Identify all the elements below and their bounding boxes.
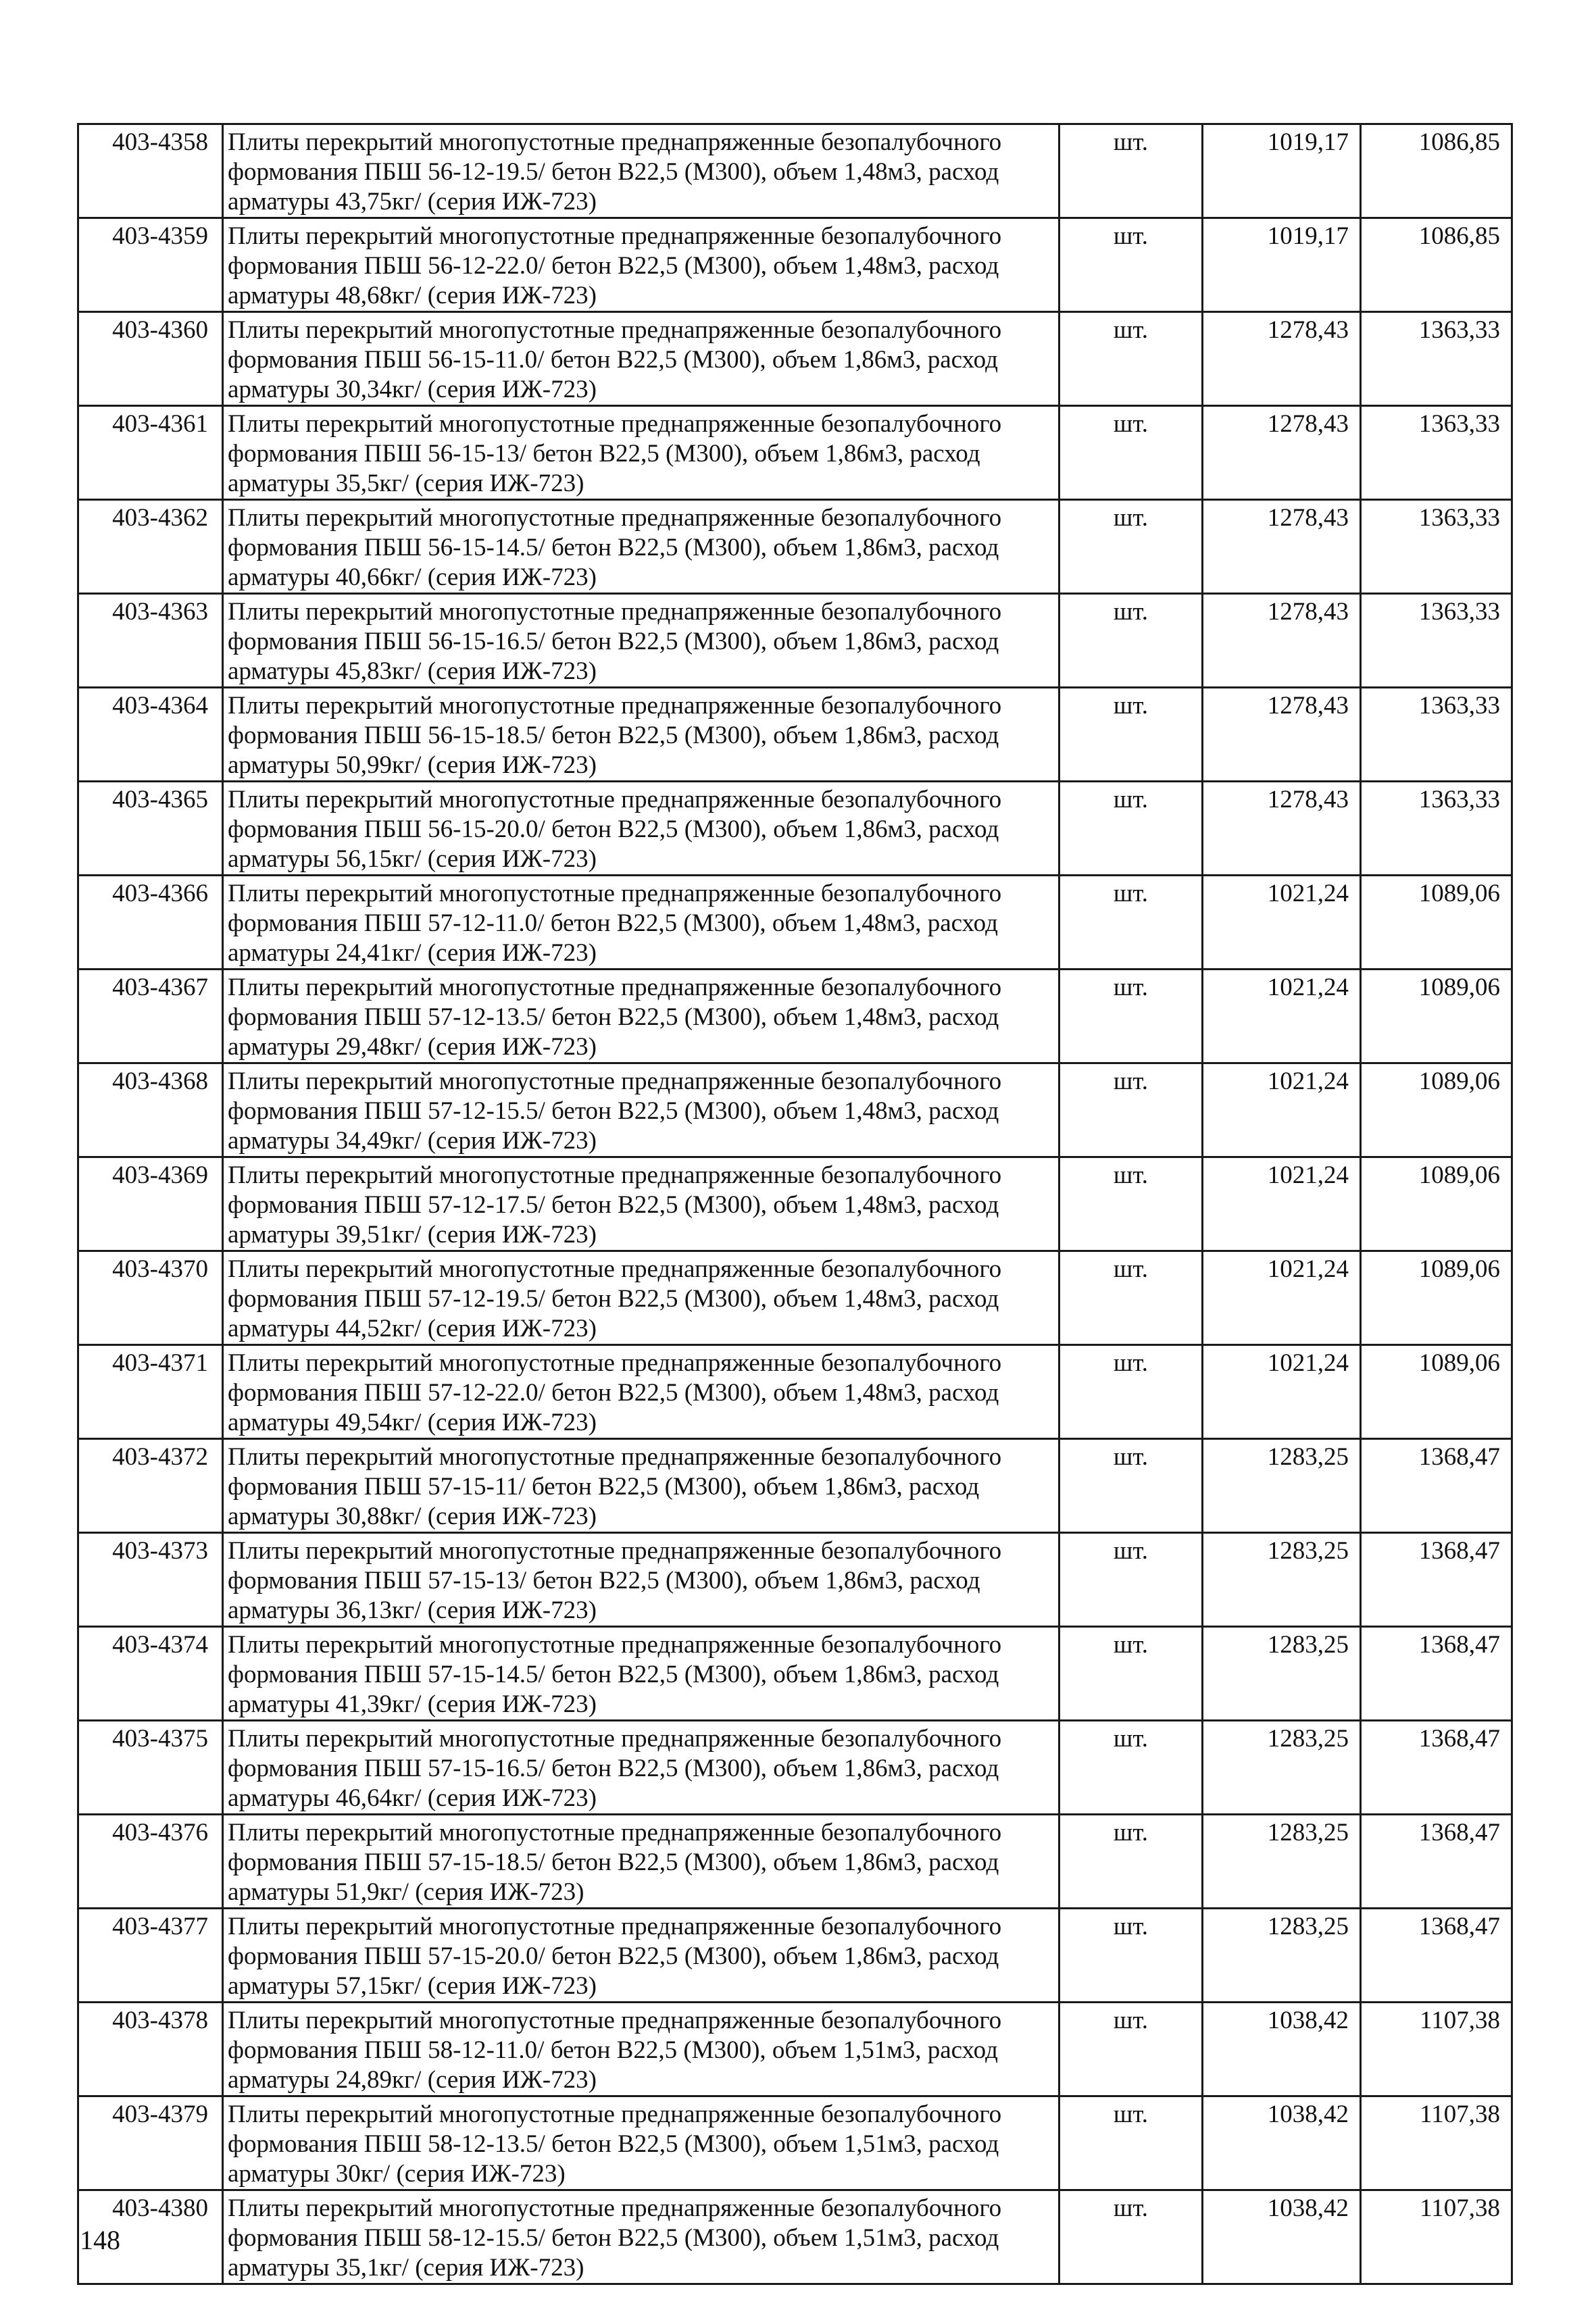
table-row [78,1721,1512,1815]
item-code-cell: 403-4363 [78,594,223,688]
table-row [78,312,1512,406]
item-code-cell: 403-4368 [78,1063,223,1157]
item-code-cell: 403-4375 [78,1721,223,1815]
unit-cell: шт. [1059,2096,1203,2190]
item-description-cell: Плиты перекрытий многопустотные преднапряженные безопалубочного формования ПБШ 56-12-22.0/ бетон В22,5 (М300), объем 1,48м3, расход арматуры 48,68кг/ (серия ИЖ-723) [223,218,1059,312]
price-1-cell: 1021,24 [1203,1251,1361,1345]
price-2-cell: 1089,06 [1361,876,1512,970]
item-description-cell: Плиты перекрытий многопустотные преднапряженные безопалубочного формования ПБШ 57-15-20.0/ бетон В22,5 (М300), объем 1,86м3, расход арматуры 57,15кг/ (серия ИЖ-723) [223,1909,1059,2003]
item-description-cell: Плиты перекрытий многопустотные преднапряженные безопалубочного формования ПБШ 58-12-11.0/ бетон В22,5 (М300), объем 1,51м3, расход арматуры 24,89кг/ (серия ИЖ-723) [223,2003,1059,2096]
item-code-cell: 403-4361 [78,406,223,500]
table-row [78,876,1512,970]
item-description-cell: Плиты перекрытий многопустотные преднапряженные безопалубочного формования ПБШ 56-15-11.0/ бетон В22,5 (М300), объем 1,86м3, расход арматуры 30,34кг/ (серия ИЖ-723) [223,312,1059,406]
price-2-cell: 1086,85 [1361,218,1512,312]
item-description-cell: Плиты перекрытий многопустотные преднапряженные безопалубочного формования ПБШ 58-12-15.5/ бетон В22,5 (М300), объем 1,51м3, расход арматуры 35,1кг/ (серия ИЖ-723) [223,2190,1059,2284]
price-1-cell: 1021,24 [1203,1063,1361,1157]
table-row [78,594,1512,688]
unit-cell: шт. [1059,500,1203,594]
item-description-cell: Плиты перекрытий многопустотные преднапряженные безопалубочного формования ПБШ 56-15-20.0/ бетон В22,5 (М300), объем 1,86м3, расход арматуры 56,15кг/ (серия ИЖ-723) [223,782,1059,876]
price-1-cell: 1038,42 [1203,2096,1361,2190]
item-description-cell: Плиты перекрытий многопустотные преднапряженные безопалубочного формования ПБШ 57-15-18.5/ бетон В22,5 (М300), объем 1,86м3, расход арматуры 51,9кг/ (серия ИЖ-723) [223,1815,1059,1909]
table-row [78,1627,1512,1721]
item-description-cell: Плиты перекрытий многопустотные преднапряженные безопалубочного формования ПБШ 56-15-13/ бетон В22,5 (М300), объем 1,86м3, расход арматуры 35,5кг/ (серия ИЖ-723) [223,406,1059,500]
item-description-cell: Плиты перекрытий многопустотные преднапряженные безопалубочного формования ПБШ 56-15-18.5/ бетон В22,5 (М300), объем 1,86м3, расход арматуры 50,99кг/ (серия ИЖ-723) [223,688,1059,782]
table-row [78,782,1512,876]
item-code-cell: 403-4371 [78,1345,223,1439]
table-row [78,970,1512,1063]
price-1-cell: 1283,25 [1203,1721,1361,1815]
item-code-cell: 403-4369 [78,1157,223,1251]
unit-cell: шт. [1059,876,1203,970]
item-description-cell: Плиты перекрытий многопустотные преднапряженные безопалубочного формования ПБШ 57-12-19.5/ бетон В22,5 (М300), объем 1,48м3, расход арматуры 44,52кг/ (серия ИЖ-723) [223,1251,1059,1345]
table-row [78,406,1512,500]
item-description-cell: Плиты перекрытий многопустотные преднапряженные безопалубочного формования ПБШ 57-15-16.5/ бетон В22,5 (М300), объем 1,86м3, расход арматуры 46,64кг/ (серия ИЖ-723) [223,1721,1059,1815]
table-row [78,2003,1512,2096]
item-description-cell: Плиты перекрытий многопустотные преднапряженные безопалубочного формования ПБШ 56-15-16.5/ бетон В22,5 (М300), объем 1,86м3, расход арматуры 45,83кг/ (серия ИЖ-723) [223,594,1059,688]
item-code-cell: 403-4367 [78,970,223,1063]
price-1-cell: 1278,43 [1203,312,1361,406]
item-code-cell: 403-4359 [78,218,223,312]
price-1-cell: 1019,17 [1203,218,1361,312]
price-1-cell: 1278,43 [1203,688,1361,782]
item-code-cell: 403-4364 [78,688,223,782]
item-description-cell: Плиты перекрытий многопустотные преднапряженные безопалубочного формования ПБШ 56-15-14.5/ бетон В22,5 (М300), объем 1,86м3, расход арматуры 40,66кг/ (серия ИЖ-723) [223,500,1059,594]
price-1-cell: 1021,24 [1203,970,1361,1063]
table-row [78,500,1512,594]
table-row [78,218,1512,312]
unit-cell: шт. [1059,970,1203,1063]
unit-cell: шт. [1059,124,1203,218]
unit-cell: шт. [1059,1721,1203,1815]
item-code-cell: 403-4362 [78,500,223,594]
item-description-cell: Плиты перекрытий многопустотные преднапряженные безопалубочного формования ПБШ 56-12-19.5/ бетон В22,5 (М300), объем 1,48м3, расход арматуры 43,75кг/ (серия ИЖ-723) [223,124,1059,218]
item-description-cell: Плиты перекрытий многопустотные преднапряженные безопалубочного формования ПБШ 57-12-13.5/ бетон В22,5 (М300), объем 1,48м3, расход арматуры 29,48кг/ (серия ИЖ-723) [223,970,1059,1063]
table-row [78,1345,1512,1439]
unit-cell: шт. [1059,1251,1203,1345]
price-2-cell: 1089,06 [1361,970,1512,1063]
price-2-cell: 1089,06 [1361,1345,1512,1439]
price-2-cell: 1363,33 [1361,688,1512,782]
price-1-cell: 1019,17 [1203,124,1361,218]
table-row [78,1063,1512,1157]
item-code-cell: 403-4358 [78,124,223,218]
item-code-cell: 403-4378 [78,2003,223,2096]
item-code-cell: 403-4370 [78,1251,223,1345]
price-2-cell: 1089,06 [1361,1063,1512,1157]
page-number: 148 [80,2225,120,2255]
item-code-cell: 403-4366 [78,876,223,970]
price-1-cell: 1283,25 [1203,1439,1361,1533]
price-1-cell: 1278,43 [1203,782,1361,876]
table-row [78,1909,1512,2003]
price-1-cell: 1278,43 [1203,594,1361,688]
price-2-cell: 1089,06 [1361,1157,1512,1251]
unit-cell: шт. [1059,2003,1203,2096]
price-1-cell: 1283,25 [1203,1909,1361,2003]
unit-cell: шт. [1059,2190,1203,2284]
price-1-cell: 1278,43 [1203,406,1361,500]
price-2-cell: 1368,47 [1361,1721,1512,1815]
price-2-cell: 1107,38 [1361,2096,1512,2190]
unit-cell: шт. [1059,406,1203,500]
price-1-cell: 1021,24 [1203,1345,1361,1439]
price-1-cell: 1038,42 [1203,2003,1361,2096]
table-row [78,1439,1512,1533]
table-body [78,124,1512,2284]
price-2-cell: 1363,33 [1361,500,1512,594]
item-code-cell: 403-4360 [78,312,223,406]
price-1-cell: 1283,25 [1203,1533,1361,1627]
unit-cell: шт. [1059,218,1203,312]
item-description-cell: Плиты перекрытий многопустотные преднапряженные безопалубочного формования ПБШ 57-12-17.5/ бетон В22,5 (М300), объем 1,48м3, расход арматуры 39,51кг/ (серия ИЖ-723) [223,1157,1059,1251]
table-row [78,2096,1512,2190]
item-code-cell: 403-4377 [78,1909,223,2003]
table-row [78,1533,1512,1627]
item-code-cell: 403-4380 [78,2190,223,2284]
item-code-cell: 403-4376 [78,1815,223,1909]
price-table [77,123,1513,2285]
unit-cell: шт. [1059,1345,1203,1439]
price-1-cell: 1021,24 [1203,1157,1361,1251]
price-2-cell: 1368,47 [1361,1533,1512,1627]
price-2-cell: 1363,33 [1361,782,1512,876]
unit-cell: шт. [1059,688,1203,782]
price-2-cell: 1086,85 [1361,124,1512,218]
item-description-cell: Плиты перекрытий многопустотные преднапряженные безопалубочного формования ПБШ 57-15-11/ бетон В22,5 (М300), объем 1,86м3, расход арматуры 30,88кг/ (серия ИЖ-723) [223,1439,1059,1533]
price-2-cell: 1368,47 [1361,1627,1512,1721]
price-1-cell: 1278,43 [1203,500,1361,594]
unit-cell: шт. [1059,1063,1203,1157]
unit-cell: шт. [1059,1627,1203,1721]
item-description-cell: Плиты перекрытий многопустотные преднапряженные безопалубочного формования ПБШ 57-12-11.0/ бетон В22,5 (М300), объем 1,48м3, расход арматуры 24,41кг/ (серия ИЖ-723) [223,876,1059,970]
price-2-cell: 1107,38 [1361,2190,1512,2284]
price-2-cell: 1363,33 [1361,312,1512,406]
item-description-cell: Плиты перекрытий многопустотные преднапряженные безопалубочного формования ПБШ 57-12-22.0/ бетон В22,5 (М300), объем 1,48м3, расход арматуры 49,54кг/ (серия ИЖ-723) [223,1345,1059,1439]
price-2-cell: 1363,33 [1361,406,1512,500]
unit-cell: шт. [1059,1157,1203,1251]
table-row [78,2190,1512,2284]
price-2-cell: 1107,38 [1361,2003,1512,2096]
item-description-cell: Плиты перекрытий многопустотные преднапряженные безопалубочного формования ПБШ 57-15-14.5/ бетон В22,5 (М300), объем 1,86м3, расход арматуры 41,39кг/ (серия ИЖ-723) [223,1627,1059,1721]
unit-cell: шт. [1059,782,1203,876]
unit-cell: шт. [1059,1533,1203,1627]
unit-cell: шт. [1059,312,1203,406]
item-description-cell: Плиты перекрытий многопустотные преднапряженные безопалубочного формования ПБШ 57-15-13/ бетон В22,5 (М300), объем 1,86м3, расход арматуры 36,13кг/ (серия ИЖ-723) [223,1533,1059,1627]
table-row [78,1157,1512,1251]
table-row [78,1815,1512,1909]
unit-cell: шт. [1059,1815,1203,1909]
item-description-cell: Плиты перекрытий многопустотные преднапряженные безопалубочного формования ПБШ 58-12-13.5/ бетон В22,5 (М300), объем 1,51м3, расход арматуры 30кг/ (серия ИЖ-723) [223,2096,1059,2190]
price-2-cell: 1363,33 [1361,594,1512,688]
price-1-cell: 1283,25 [1203,1627,1361,1721]
table-row [78,1251,1512,1345]
price-2-cell: 1368,47 [1361,1815,1512,1909]
unit-cell: шт. [1059,1909,1203,2003]
price-1-cell: 1038,42 [1203,2190,1361,2284]
item-code-cell: 403-4374 [78,1627,223,1721]
price-1-cell: 1283,25 [1203,1815,1361,1909]
item-code-cell: 403-4379 [78,2096,223,2190]
table-row [78,124,1512,218]
price-2-cell: 1368,47 [1361,1439,1512,1533]
item-code-cell: 403-4373 [78,1533,223,1627]
unit-cell: шт. [1059,594,1203,688]
item-description-cell: Плиты перекрытий многопустотные преднапряженные безопалубочного формования ПБШ 57-12-15.5/ бетон В22,5 (М300), объем 1,48м3, расход арматуры 34,49кг/ (серия ИЖ-723) [223,1063,1059,1157]
item-code-cell: 403-4372 [78,1439,223,1533]
unit-cell: шт. [1059,1439,1203,1533]
item-code-cell: 403-4365 [78,782,223,876]
price-2-cell: 1089,06 [1361,1251,1512,1345]
price-2-cell: 1368,47 [1361,1909,1512,2003]
table-row [78,688,1512,782]
price-1-cell: 1021,24 [1203,876,1361,970]
